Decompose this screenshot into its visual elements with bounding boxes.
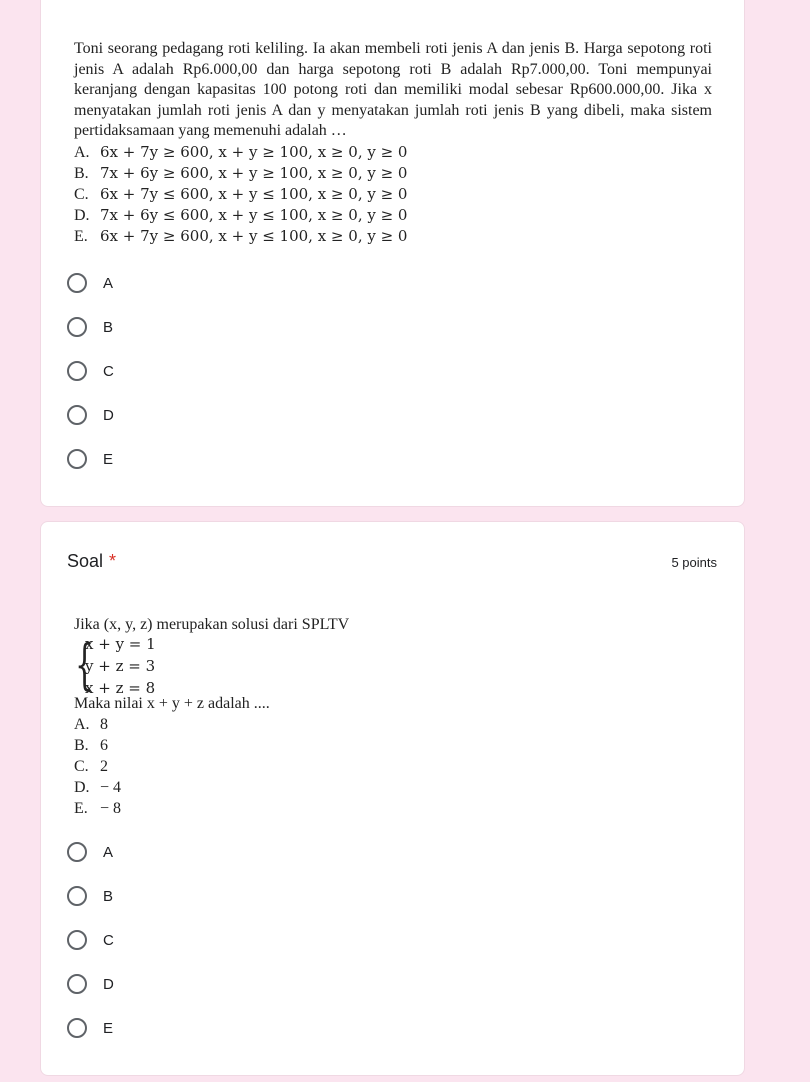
radio-label: E — [103, 1019, 114, 1037]
radio-label: D — [103, 975, 114, 993]
option-letter: D. — [74, 207, 90, 224]
option-expression: 6x + 7y ≥ 600, x + y ≥ 100, x ≥ 0, y ≥ 0 — [100, 143, 408, 161]
radio-button[interactable] — [67, 405, 87, 425]
option-letter: B. — [74, 737, 89, 754]
question-card-2 — [40, 521, 745, 1076]
option-value: − 8 — [100, 800, 122, 817]
radio-label: B — [103, 887, 114, 905]
answer-option-a — [74, 715, 108, 735]
radio-label: A — [103, 274, 114, 292]
question-text: Toni seorang pedagang roti keliling. Ia akan membeli roti jenis A dan jenis B. Harga sepotong roti jenis A adalah Rp6.000,00 dan harga sepotong roti B adalah Rp7.000,00. Toni mempunyai keranjang dengan kapasitas 100 potong roti dan memiliki modal sebesar Rp600.000,00. Jika x menyatakan jumlah roti jenis A dan y menyatakan jumlah roti jenis B yang dibeli, maka sistem pertidaksamaan yang memenuhi adalah … — [74, 40, 712, 139]
question-card-1 — [40, 0, 745, 507]
radio-choice-e[interactable] — [67, 1014, 113, 1042]
option-letter: C. — [74, 186, 89, 203]
option-letter: D. — [74, 779, 90, 796]
radio-button[interactable] — [67, 886, 87, 906]
option-letter: E. — [74, 228, 88, 245]
radio-choice-c[interactable] — [67, 926, 114, 954]
radio-button[interactable] — [67, 317, 87, 337]
question-text: Maka nilai x + y + z adalah .... — [74, 695, 270, 712]
radio-button[interactable] — [67, 930, 87, 950]
radio-button[interactable] — [67, 974, 87, 994]
option-value: 6 — [100, 737, 108, 754]
option-letter: A. — [74, 144, 90, 161]
option-value: 8 — [100, 716, 108, 733]
option-letter: C. — [74, 758, 89, 775]
radio-choice-e[interactable] — [67, 445, 113, 473]
option-value: 2 — [100, 758, 108, 775]
radio-button[interactable] — [67, 1018, 87, 1038]
radio-button[interactable] — [67, 273, 87, 293]
radio-button[interactable] — [67, 449, 87, 469]
equation-1: x + y = 1 — [85, 635, 156, 653]
radio-choice-c[interactable] — [67, 357, 114, 385]
answer-option-e — [74, 226, 407, 247]
radio-button[interactable] — [67, 842, 87, 862]
answer-option-c — [74, 757, 108, 777]
radio-choice-a[interactable] — [67, 838, 113, 866]
option-expression: 6x + 7y ≤ 600, x + y ≤ 100, x ≥ 0, y ≥ 0 — [100, 185, 408, 203]
answer-option-d — [74, 205, 407, 226]
radio-label: B — [103, 318, 114, 336]
equation-2: y + z = 3 — [85, 657, 156, 675]
question-intro: Jika (x, y, z) merupakan solusi dari SPLTV — [74, 616, 350, 633]
answer-option-c — [74, 184, 407, 205]
option-expression: 6x + 7y ≥ 600, x + y ≤ 100, x ≥ 0, y ≥ 0 — [100, 227, 408, 245]
radio-choice-a[interactable] — [67, 269, 113, 297]
radio-choice-b[interactable] — [67, 882, 113, 910]
required-asterisk: * — [109, 551, 117, 571]
option-expression: 7x + 6y ≥ 600, x + y ≥ 100, x ≥ 0, y ≥ 0 — [100, 164, 408, 182]
radio-label: C — [103, 931, 114, 949]
option-value: − 4 — [100, 779, 122, 796]
equation-3: x + z = 8 — [85, 679, 156, 697]
question-title — [67, 551, 116, 572]
answer-option-e — [74, 799, 121, 819]
answer-option-b — [74, 736, 108, 756]
question-title-text: Soal — [67, 551, 104, 571]
option-expression: 7x + 6y ≤ 600, x + y ≤ 100, x ≥ 0, y ≥ 0 — [100, 206, 408, 224]
points-label: 5 points — [671, 555, 717, 570]
option-letter: B. — [74, 165, 89, 182]
radio-choice-b[interactable] — [67, 313, 113, 341]
radio-label: D — [103, 406, 114, 424]
option-letter: A. — [74, 716, 90, 733]
answer-option-a — [74, 142, 407, 163]
radio-label: C — [103, 362, 114, 380]
answer-option-b — [74, 163, 407, 184]
radio-button[interactable] — [67, 361, 87, 381]
radio-label: E — [103, 450, 114, 468]
radio-label: A — [103, 843, 114, 861]
equation-brace: { — [75, 633, 94, 696]
radio-choice-d[interactable] — [67, 970, 114, 998]
answer-option-d — [74, 778, 121, 798]
radio-choice-d[interactable] — [67, 401, 114, 429]
option-letter: E. — [74, 800, 88, 817]
